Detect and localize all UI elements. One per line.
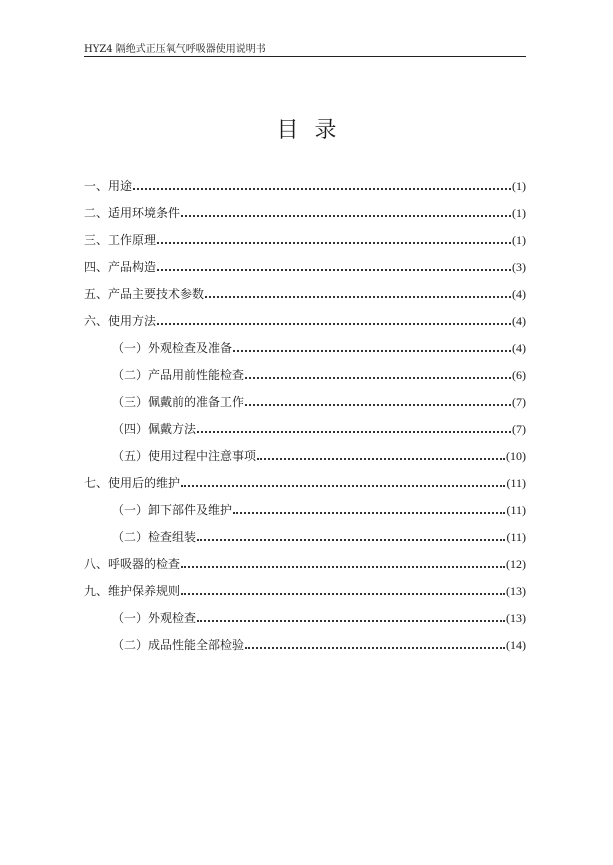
toc-entry-page: (13) — [506, 584, 526, 598]
toc-entry-page: (7) — [512, 395, 526, 409]
dot-leader — [233, 502, 505, 518]
toc-entry-2[interactable] — [84, 201, 526, 221]
toc-entry-label: 七、使用后的维护 — [84, 476, 181, 490]
dot-leader — [181, 205, 511, 221]
toc-entry-page: (1) — [512, 179, 526, 193]
dot-leader — [181, 475, 505, 491]
dot-leader — [157, 313, 511, 329]
toc-entry-7-1[interactable] — [112, 498, 526, 518]
toc-entry-label: （一）外观检查及准备 — [112, 341, 233, 355]
toc-title: 目录 — [276, 118, 353, 143]
toc-entry-page: (7) — [512, 422, 526, 436]
dot-leader — [181, 556, 505, 572]
toc-entry-page: (1) — [512, 233, 526, 247]
toc-entry-6-2[interactable] — [112, 363, 526, 383]
toc-entry-6-3[interactable] — [112, 390, 526, 410]
toc-entry-label: （二）产品用前性能检查 — [112, 368, 245, 382]
toc-entry-4[interactable] — [84, 255, 526, 275]
toc-entry-label: （三）佩戴前的准备工作 — [112, 395, 245, 409]
toc-entry-6-1[interactable] — [112, 336, 526, 356]
toc-entry-9[interactable] — [84, 579, 526, 599]
running-header: HYZ4 隔绝式正压氧气呼吸器使用说明书 — [84, 44, 266, 55]
dot-leader — [197, 421, 511, 437]
dot-leader — [233, 340, 511, 356]
toc-entry-label: 九、维护保养规则 — [84, 584, 181, 598]
toc-entry-page: (3) — [512, 260, 526, 274]
toc-entry-7[interactable] — [84, 471, 526, 491]
toc-entry-label: 五、产品主要技术参数 — [84, 287, 205, 301]
toc-entry-page: (11) — [506, 476, 526, 490]
toc-entry-label: 三、工作原理 — [84, 233, 157, 247]
toc-entry-label: 八、呼吸器的检查 — [84, 557, 181, 571]
toc-entry-6-5[interactable] — [112, 444, 526, 464]
dot-leader — [157, 259, 511, 275]
toc-entry-page: (6) — [512, 368, 526, 382]
toc-entry-page: (14) — [506, 638, 526, 652]
dot-leader — [257, 448, 505, 464]
toc-entry-page: (1) — [512, 206, 526, 220]
toc-entry-3[interactable] — [84, 228, 526, 248]
toc-entry-label: （一）卸下部件及维护 — [112, 503, 233, 517]
toc-entry-label: （四）佩戴方法 — [112, 422, 197, 436]
toc-entry-label: 二、适用环境条件 — [84, 206, 181, 220]
toc-entry-label: （二）检查组装 — [112, 530, 197, 544]
dot-leader — [245, 394, 511, 410]
toc-entry-page: (4) — [512, 287, 526, 301]
toc-entry-page: (10) — [506, 449, 526, 463]
toc-entry-page: (4) — [512, 314, 526, 328]
toc-entry-6[interactable] — [84, 309, 526, 329]
toc-entry-9-1[interactable] — [112, 606, 526, 626]
toc-entry-8[interactable] — [84, 552, 526, 572]
dot-leader — [245, 367, 511, 383]
toc-entry-7-2[interactable] — [112, 525, 526, 545]
dot-leader — [245, 637, 505, 653]
toc-entry-page: (12) — [506, 557, 526, 571]
toc-entry-label: （二）成品性能全部检验 — [112, 638, 245, 652]
toc-entry-label: 四、产品构造 — [84, 260, 157, 274]
toc-entry-page: (13) — [506, 611, 526, 625]
dot-leader — [197, 610, 505, 626]
toc-entry-page: (11) — [506, 530, 526, 544]
toc-entry-page: (11) — [506, 503, 526, 517]
toc-entry-label: 一、用途 — [84, 179, 133, 193]
toc-entry-label: （五）使用过程中注意事项 — [112, 449, 257, 463]
toc-entry-5[interactable] — [84, 282, 526, 302]
toc-entry-9-2[interactable] — [112, 633, 526, 653]
dot-leader — [197, 529, 505, 545]
toc-entry-label: 六、使用方法 — [84, 314, 157, 328]
dot-leader — [133, 178, 511, 194]
toc-entry-page: (4) — [512, 341, 526, 355]
header-rule — [84, 56, 526, 57]
dot-leader — [205, 286, 511, 302]
dot-leader — [181, 583, 505, 599]
toc-entry-6-4[interactable] — [112, 417, 526, 437]
dot-leader — [157, 232, 511, 248]
toc-entry-label: （一）外观检查 — [112, 611, 197, 625]
toc-entry-1[interactable] — [84, 174, 526, 194]
